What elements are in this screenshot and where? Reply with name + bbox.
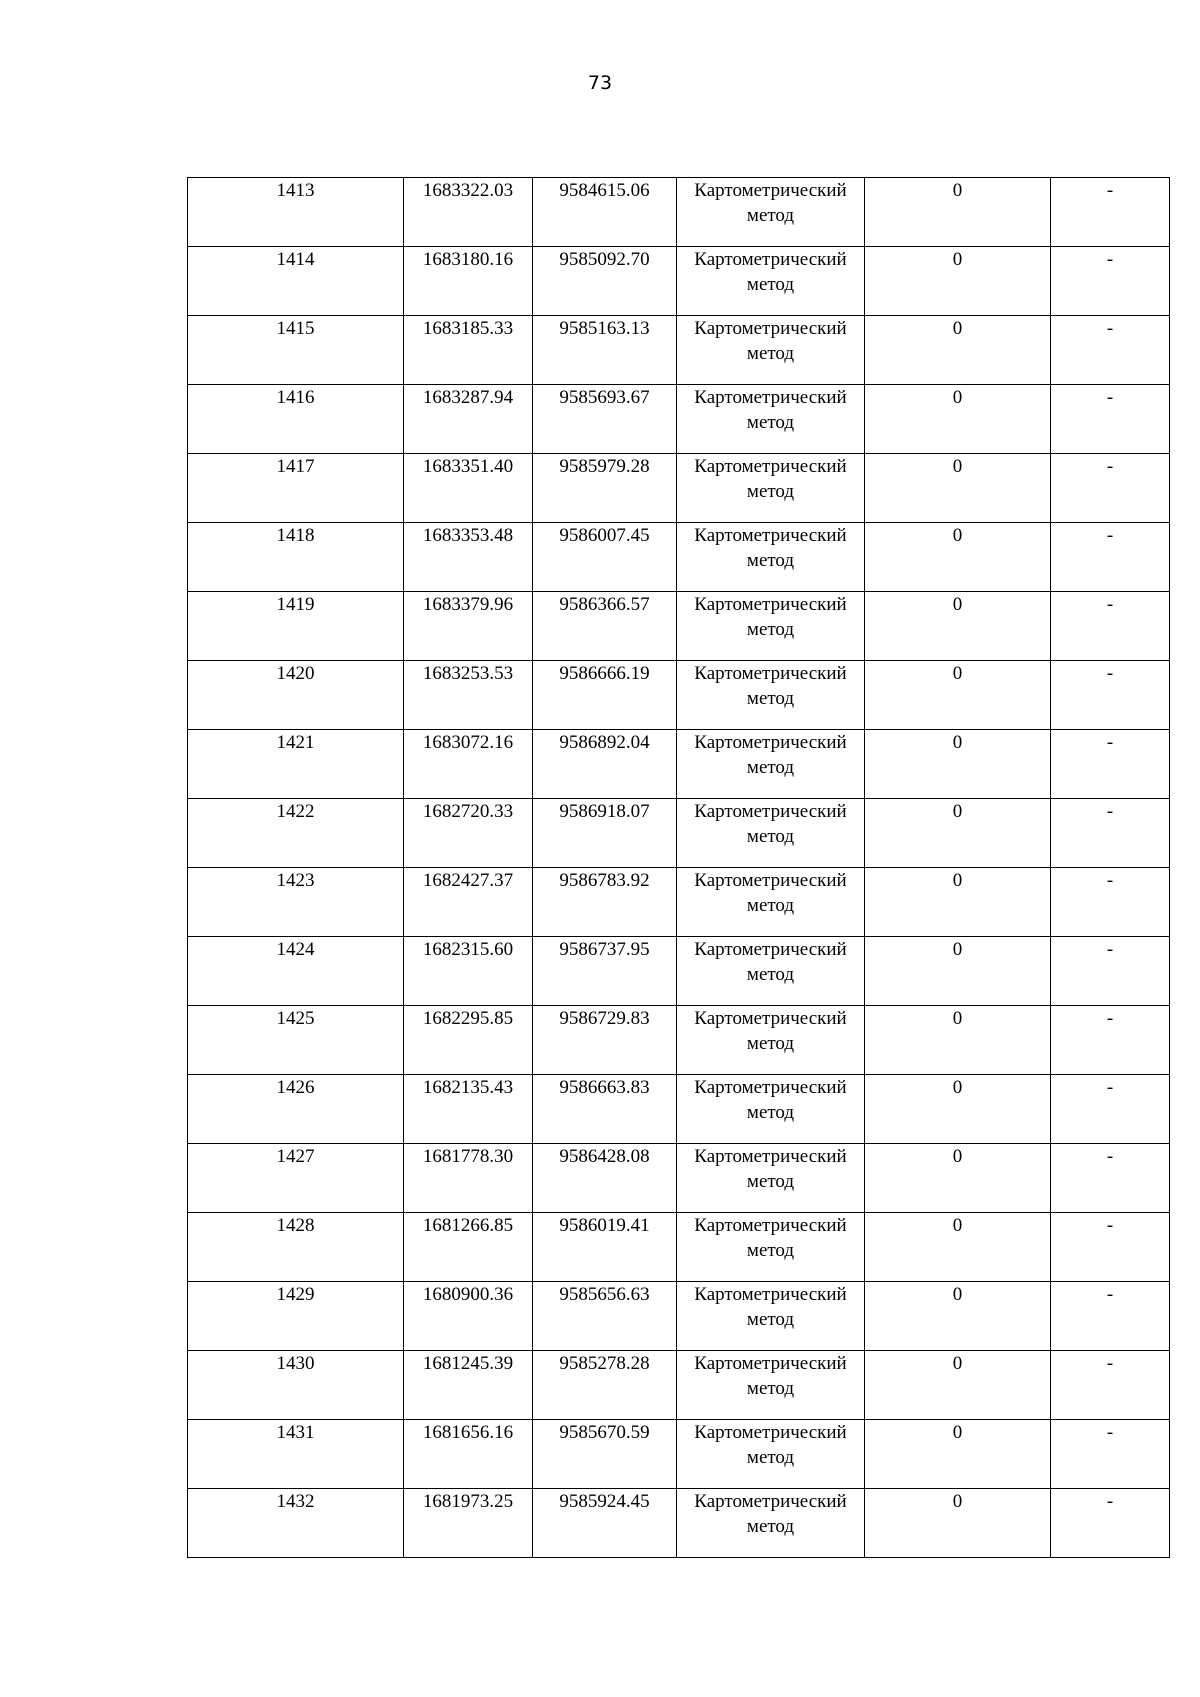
y-coordinate-cell	[533, 523, 677, 592]
method-cell-text: Картометрический метод	[694, 594, 847, 640]
error-cell	[865, 661, 1051, 730]
error-cell	[865, 868, 1051, 937]
note-cell	[1051, 799, 1170, 868]
error-cell-text: 0	[952, 387, 963, 408]
error-cell-text: 0	[952, 1353, 963, 1374]
point-number-cell	[188, 730, 404, 799]
point-number-cell	[188, 316, 404, 385]
x-coordinate-cell	[404, 1489, 533, 1558]
y-coordinate-cell-text: 9586892.04	[559, 732, 650, 753]
table-row	[188, 937, 1170, 1006]
error-cell	[865, 730, 1051, 799]
note-cell-text: -	[1106, 939, 1114, 960]
error-cell-text: 0	[952, 1215, 963, 1236]
point-number-cell-text: 1414	[276, 249, 315, 270]
point-number-cell-text: 1431	[276, 1422, 315, 1443]
method-cell-text: Картометрический метод	[694, 180, 847, 226]
table-row	[188, 178, 1170, 247]
error-cell-text: 0	[952, 1284, 963, 1305]
point-number-cell-text: 1413	[276, 180, 315, 201]
error-cell	[865, 1213, 1051, 1282]
method-cell	[677, 247, 865, 316]
y-coordinate-cell	[533, 1006, 677, 1075]
point-number-cell	[188, 1282, 404, 1351]
x-coordinate-cell	[404, 385, 533, 454]
error-cell	[865, 1144, 1051, 1213]
point-number-cell-text: 1420	[276, 663, 315, 684]
y-coordinate-cell-text: 9584615.06	[559, 180, 650, 201]
x-coordinate-cell-text: 1683253.53	[422, 663, 514, 684]
x-coordinate-cell	[404, 1420, 533, 1489]
y-coordinate-cell-text: 9586737.95	[559, 939, 650, 960]
error-cell	[865, 799, 1051, 868]
note-cell-text: -	[1106, 1491, 1114, 1512]
x-coordinate-cell	[404, 247, 533, 316]
error-cell	[865, 1351, 1051, 1420]
point-number-cell	[188, 592, 404, 661]
point-number-cell	[188, 868, 404, 937]
y-coordinate-cell-text: 9585693.67	[559, 387, 650, 408]
error-cell-text: 0	[952, 456, 963, 477]
note-cell	[1051, 730, 1170, 799]
table-row	[188, 592, 1170, 661]
y-coordinate-cell	[533, 454, 677, 523]
table-row	[188, 1075, 1170, 1144]
note-cell	[1051, 247, 1170, 316]
note-cell-text: -	[1106, 1146, 1114, 1167]
table-row	[188, 1489, 1170, 1558]
point-number-cell	[188, 247, 404, 316]
error-cell	[865, 523, 1051, 592]
x-coordinate-cell	[404, 730, 533, 799]
y-coordinate-cell	[533, 868, 677, 937]
x-coordinate-cell	[404, 937, 533, 1006]
method-cell-text: Картометрический метод	[694, 1215, 847, 1261]
method-cell	[677, 1489, 865, 1558]
error-cell	[865, 1006, 1051, 1075]
point-number-cell	[188, 661, 404, 730]
note-cell	[1051, 1144, 1170, 1213]
x-coordinate-cell	[404, 1351, 533, 1420]
error-cell	[865, 178, 1051, 247]
coordinates-table	[187, 177, 1170, 1558]
point-number-cell	[188, 523, 404, 592]
method-cell-text: Картометрический метод	[694, 939, 847, 985]
table-row	[188, 799, 1170, 868]
error-cell-text: 0	[952, 663, 963, 684]
error-cell-text: 0	[952, 525, 963, 546]
method-cell	[677, 1351, 865, 1420]
x-coordinate-cell-text: 1682315.60	[422, 939, 514, 960]
note-cell-text: -	[1106, 249, 1114, 270]
table-row	[188, 247, 1170, 316]
x-coordinate-cell	[404, 178, 533, 247]
y-coordinate-cell-text: 9585656.63	[559, 1284, 650, 1305]
x-coordinate-cell	[404, 1213, 533, 1282]
y-coordinate-cell-text: 9585924.45	[559, 1491, 650, 1512]
note-cell-text: -	[1106, 870, 1114, 891]
method-cell	[677, 1006, 865, 1075]
method-cell-text: Картометрический метод	[694, 1284, 847, 1330]
note-cell	[1051, 1420, 1170, 1489]
y-coordinate-cell	[533, 799, 677, 868]
table-row	[188, 1420, 1170, 1489]
note-cell-text: -	[1106, 180, 1114, 201]
x-coordinate-cell-text: 1681266.85	[422, 1215, 514, 1236]
method-cell-text: Картометрический метод	[694, 801, 847, 847]
y-coordinate-cell-text: 9585163.13	[559, 318, 650, 339]
note-cell-text: -	[1106, 1215, 1114, 1236]
method-cell	[677, 799, 865, 868]
method-cell-text: Картометрический метод	[694, 732, 847, 778]
point-number-cell-text: 1423	[276, 870, 315, 891]
note-cell	[1051, 1006, 1170, 1075]
y-coordinate-cell	[533, 937, 677, 1006]
x-coordinate-cell-text: 1683180.16	[422, 249, 514, 270]
method-cell	[677, 178, 865, 247]
error-cell	[865, 385, 1051, 454]
table-row	[188, 523, 1170, 592]
method-cell-text: Картометрический метод	[694, 1008, 847, 1054]
y-coordinate-cell-text: 9586729.83	[559, 1008, 650, 1029]
method-cell-text: Картометрический метод	[694, 1077, 847, 1123]
method-cell	[677, 661, 865, 730]
note-cell-text: -	[1106, 663, 1114, 684]
error-cell	[865, 1282, 1051, 1351]
error-cell	[865, 1075, 1051, 1144]
x-coordinate-cell	[404, 1144, 533, 1213]
x-coordinate-cell	[404, 523, 533, 592]
error-cell-text: 0	[952, 318, 963, 339]
x-coordinate-cell	[404, 868, 533, 937]
method-cell	[677, 1213, 865, 1282]
y-coordinate-cell-text: 9586007.45	[559, 525, 650, 546]
point-number-cell-text: 1419	[276, 594, 315, 615]
error-cell-text: 0	[952, 1077, 963, 1098]
point-number-cell	[188, 799, 404, 868]
note-cell-text: -	[1106, 732, 1114, 753]
point-number-cell-text: 1427	[276, 1146, 315, 1167]
point-number-cell	[188, 1006, 404, 1075]
x-coordinate-cell-text: 1681778.30	[422, 1146, 514, 1167]
error-cell-text: 0	[952, 1422, 963, 1443]
y-coordinate-cell-text: 9585278.28	[559, 1353, 650, 1374]
y-coordinate-cell	[533, 1420, 677, 1489]
error-cell	[865, 454, 1051, 523]
method-cell-text: Картометрический метод	[694, 318, 847, 364]
x-coordinate-cell-text: 1681656.16	[422, 1422, 514, 1443]
error-cell	[865, 592, 1051, 661]
note-cell-text: -	[1106, 456, 1114, 477]
table-row	[188, 730, 1170, 799]
point-number-cell-text: 1416	[276, 387, 315, 408]
x-coordinate-cell	[404, 1282, 533, 1351]
y-coordinate-cell-text: 9585092.70	[559, 249, 650, 270]
point-number-cell-text: 1426	[276, 1077, 315, 1098]
note-cell	[1051, 178, 1170, 247]
point-number-cell	[188, 1351, 404, 1420]
table-row	[188, 1282, 1170, 1351]
point-number-cell	[188, 1489, 404, 1558]
x-coordinate-cell-text: 1682135.43	[422, 1077, 514, 1098]
y-coordinate-cell-text: 9586366.57	[559, 594, 650, 615]
point-number-cell-text: 1428	[276, 1215, 315, 1236]
point-number-cell	[188, 385, 404, 454]
y-coordinate-cell-text: 9586428.08	[559, 1146, 650, 1167]
point-number-cell-text: 1430	[276, 1353, 315, 1374]
note-cell	[1051, 592, 1170, 661]
error-cell-text: 0	[952, 594, 963, 615]
note-cell-text: -	[1106, 387, 1114, 408]
x-coordinate-cell-text: 1682295.85	[422, 1008, 514, 1029]
y-coordinate-cell	[533, 385, 677, 454]
y-coordinate-cell-text: 9586918.07	[559, 801, 650, 822]
y-coordinate-cell	[533, 178, 677, 247]
point-number-cell-text: 1432	[276, 1491, 315, 1512]
point-number-cell-text: 1415	[276, 318, 315, 339]
method-cell-text: Картометрический метод	[694, 456, 847, 502]
y-coordinate-cell-text: 9586783.92	[559, 870, 650, 891]
x-coordinate-cell	[404, 592, 533, 661]
y-coordinate-cell	[533, 316, 677, 385]
note-cell	[1051, 1213, 1170, 1282]
x-coordinate-cell-text: 1682427.37	[422, 870, 514, 891]
y-coordinate-cell	[533, 1213, 677, 1282]
note-cell	[1051, 1282, 1170, 1351]
error-cell-text: 0	[952, 870, 963, 891]
point-number-cell-text: 1417	[276, 456, 315, 477]
error-cell	[865, 247, 1051, 316]
x-coordinate-cell-text: 1683379.96	[422, 594, 514, 615]
method-cell	[677, 316, 865, 385]
method-cell	[677, 454, 865, 523]
y-coordinate-cell	[533, 247, 677, 316]
x-coordinate-cell-text: 1682720.33	[422, 801, 514, 822]
error-cell-text: 0	[952, 732, 963, 753]
y-coordinate-cell-text: 9586019.41	[559, 1215, 650, 1236]
method-cell-text: Картометрический метод	[694, 1491, 847, 1537]
error-cell-text: 0	[952, 939, 963, 960]
method-cell-text: Картометрический метод	[694, 249, 847, 295]
note-cell	[1051, 1489, 1170, 1558]
method-cell	[677, 1282, 865, 1351]
note-cell-text: -	[1106, 1284, 1114, 1305]
point-number-cell	[188, 1144, 404, 1213]
y-coordinate-cell	[533, 1144, 677, 1213]
x-coordinate-cell	[404, 316, 533, 385]
note-cell-text: -	[1106, 1353, 1114, 1374]
y-coordinate-cell-text: 9585670.59	[559, 1422, 650, 1443]
x-coordinate-cell	[404, 1006, 533, 1075]
table-row	[188, 868, 1170, 937]
note-cell-text: -	[1106, 1077, 1114, 1098]
note-cell-text: -	[1106, 318, 1114, 339]
y-coordinate-cell-text: 9585979.28	[559, 456, 650, 477]
method-cell-text: Картометрический метод	[694, 1353, 847, 1399]
y-coordinate-cell	[533, 1282, 677, 1351]
method-cell	[677, 385, 865, 454]
table-row	[188, 1213, 1170, 1282]
error-cell	[865, 937, 1051, 1006]
method-cell	[677, 730, 865, 799]
point-number-cell-text: 1425	[276, 1008, 315, 1029]
point-number-cell	[188, 1075, 404, 1144]
x-coordinate-cell-text: 1681973.25	[422, 1491, 514, 1512]
method-cell	[677, 592, 865, 661]
point-number-cell-text: 1424	[276, 939, 315, 960]
method-cell	[677, 1075, 865, 1144]
table-row	[188, 661, 1170, 730]
y-coordinate-cell	[533, 661, 677, 730]
error-cell-text: 0	[952, 1008, 963, 1029]
y-coordinate-cell	[533, 1351, 677, 1420]
page-number: 73	[587, 72, 613, 94]
point-number-cell-text: 1429	[276, 1284, 315, 1305]
point-number-cell-text: 1421	[276, 732, 315, 753]
x-coordinate-cell	[404, 661, 533, 730]
note-cell	[1051, 868, 1170, 937]
x-coordinate-cell-text: 1683072.16	[422, 732, 514, 753]
note-cell	[1051, 1351, 1170, 1420]
method-cell	[677, 523, 865, 592]
table-body	[188, 178, 1170, 1558]
error-cell-text: 0	[952, 801, 963, 822]
x-coordinate-cell	[404, 799, 533, 868]
x-coordinate-cell	[404, 1075, 533, 1144]
method-cell-text: Картометрический метод	[694, 525, 847, 571]
point-number-cell	[188, 937, 404, 1006]
point-number-cell	[188, 1213, 404, 1282]
x-coordinate-cell-text: 1683287.94	[422, 387, 514, 408]
error-cell-text: 0	[952, 1491, 963, 1512]
note-cell-text: -	[1106, 1422, 1114, 1443]
point-number-cell-text: 1422	[276, 801, 315, 822]
note-cell	[1051, 385, 1170, 454]
table-row	[188, 1351, 1170, 1420]
error-cell	[865, 1420, 1051, 1489]
x-coordinate-cell-text: 1683353.48	[422, 525, 514, 546]
error-cell-text: 0	[952, 249, 963, 270]
point-number-cell-text: 1418	[276, 525, 315, 546]
point-number-cell	[188, 1420, 404, 1489]
x-coordinate-cell	[404, 454, 533, 523]
x-coordinate-cell-text: 1681245.39	[422, 1353, 514, 1374]
note-cell-text: -	[1106, 1008, 1114, 1029]
note-cell	[1051, 1075, 1170, 1144]
y-coordinate-cell	[533, 730, 677, 799]
y-coordinate-cell	[533, 1489, 677, 1558]
note-cell	[1051, 454, 1170, 523]
error-cell	[865, 1489, 1051, 1558]
method-cell-text: Картометрический метод	[694, 663, 847, 709]
note-cell	[1051, 937, 1170, 1006]
x-coordinate-cell-text: 1683351.40	[422, 456, 514, 477]
note-cell	[1051, 661, 1170, 730]
table-row	[188, 1144, 1170, 1213]
x-coordinate-cell-text: 1680900.36	[422, 1284, 514, 1305]
table-row	[188, 385, 1170, 454]
note-cell	[1051, 316, 1170, 385]
y-coordinate-cell-text: 9586666.19	[559, 663, 650, 684]
table-row	[188, 316, 1170, 385]
table-row	[188, 454, 1170, 523]
error-cell-text: 0	[952, 1146, 963, 1167]
error-cell	[865, 316, 1051, 385]
x-coordinate-cell-text: 1683185.33	[422, 318, 514, 339]
note-cell	[1051, 523, 1170, 592]
point-number-cell	[188, 178, 404, 247]
x-coordinate-cell-text: 1683322.03	[422, 180, 514, 201]
method-cell-text: Картометрический метод	[694, 870, 847, 916]
note-cell-text: -	[1106, 594, 1114, 615]
method-cell	[677, 1144, 865, 1213]
note-cell-text: -	[1106, 801, 1114, 822]
method-cell-text: Картометрический метод	[694, 1146, 847, 1192]
method-cell-text: Картометрический метод	[694, 387, 847, 433]
method-cell	[677, 1420, 865, 1489]
y-coordinate-cell-text: 9586663.83	[559, 1077, 650, 1098]
method-cell	[677, 868, 865, 937]
note-cell-text: -	[1106, 525, 1114, 546]
method-cell	[677, 937, 865, 1006]
y-coordinate-cell	[533, 1075, 677, 1144]
error-cell-text: 0	[952, 180, 963, 201]
table-row	[188, 1006, 1170, 1075]
method-cell-text: Картометрический метод	[694, 1422, 847, 1468]
point-number-cell	[188, 454, 404, 523]
y-coordinate-cell	[533, 592, 677, 661]
